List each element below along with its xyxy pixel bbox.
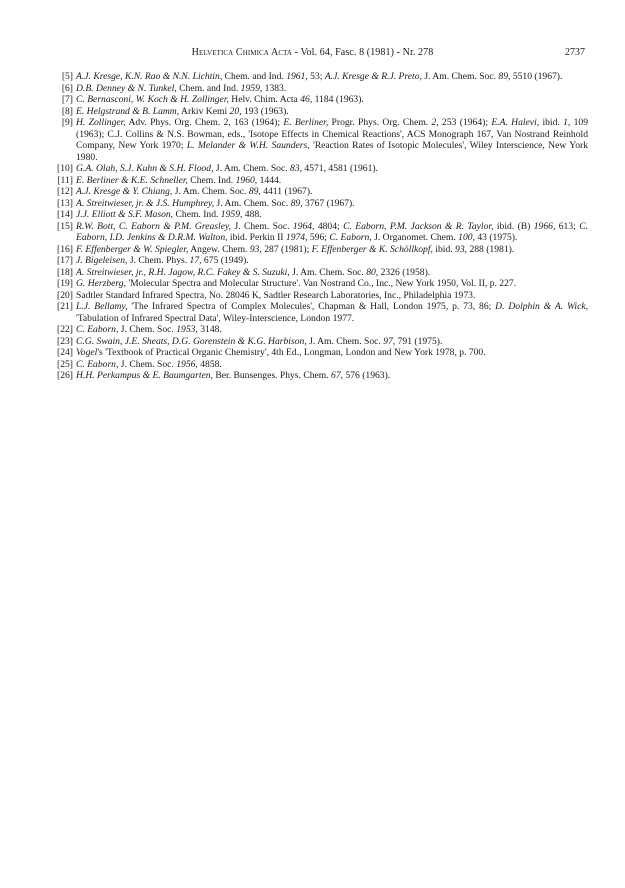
reference-text: Chem. and Ind.	[176, 82, 241, 94]
reference-text: 4858.	[197, 358, 222, 370]
reference-italic-text: 80,	[366, 266, 379, 278]
reference-italic-text: 1974,	[285, 232, 308, 243]
reference-text: 791 (1975).	[395, 335, 443, 347]
reference-text: 596;	[307, 232, 330, 243]
reference-text: J. Chem. Soc.	[118, 358, 177, 370]
reference-italic-text: C.G. Swain, J.E. Sheats, D.G. Gorenstein & K.G. Harbison,	[76, 335, 307, 347]
reference-italic-text: A. Streitwieser, jr., R.H. Jagow, R.C. Fakey & S. Suzuki,	[76, 266, 290, 278]
reference-number: [13]	[57, 197, 73, 209]
reference-item	[40, 267, 588, 279]
reference-number: [8]	[61, 105, 73, 117]
reference-text: J. Am. Chem. Soc.	[421, 71, 499, 82]
reference-text: J. Organomet. Chem.	[371, 232, 459, 243]
reference-item	[40, 175, 588, 187]
reference-text: 253 (1964);	[438, 117, 492, 128]
reference-text: 576 (1963).	[343, 370, 391, 381]
running-header-title	[40, 47, 585, 58]
reference-number: [25]	[57, 358, 73, 370]
reference-text: ibid. Perkin II	[227, 232, 286, 243]
reference-number: [11]	[57, 174, 73, 186]
reference-italic-text: E. Berliner & K.E. Schneller,	[76, 174, 188, 186]
reference-text: J. Am. Chem. Soc.	[289, 266, 367, 278]
reference-item	[40, 301, 588, 324]
reference-italic-text: 1953,	[176, 324, 198, 335]
reference-text: 53;	[307, 71, 325, 82]
reference-italic-text: 93,	[249, 243, 262, 255]
reference-text: 1184 (1963).	[312, 94, 364, 105]
reference-italic-text: J.J. Elliott & S.F. Mason,	[76, 209, 174, 220]
reference-number: [18]	[57, 266, 73, 278]
page-number: 2737	[565, 47, 585, 58]
reference-italic-text: J. Bigeleisen,	[76, 255, 128, 266]
journal-name: Helvetica Chimica Acta	[191, 47, 293, 58]
reference-italic-text: C. Eaborn, P.M. Jackson & R. Taylor,	[343, 220, 494, 232]
reference-text: 'Reaction Rates of Isotopic Molecules', Wiley Interscience, New York 1980.	[76, 140, 588, 163]
reference-text: J. Am. Chem. Soc.	[214, 197, 291, 209]
reference-text: Sadtler Standard Infrared Spectra, No. 28046 K, Sadtler Research Laboratories, Inc., Philadelphia 1973.	[76, 289, 476, 301]
reference-text: , Chem. and Ind.	[219, 71, 287, 82]
reference-text: 1444.	[257, 174, 282, 186]
reference-italic-text: L.J. Bellamy,	[76, 301, 128, 312]
reference-item	[40, 324, 588, 336]
reference-italic-text: A. Streitwieser, jr. & J.S. Humphrey,	[76, 197, 215, 209]
reference-italic-text: 1960,	[235, 174, 258, 186]
reference-italic-text: G.A. Olah, S.J. Kuhn & S.H. Flood,	[76, 163, 214, 174]
reference-item	[40, 359, 588, 371]
reference-text: 4804;	[314, 220, 344, 232]
reference-number: [19]	[57, 278, 73, 289]
reference-item	[40, 106, 588, 118]
reference-italic-text: 1959,	[240, 82, 263, 94]
reference-italic-text: 89,	[290, 197, 303, 209]
reference-number: [20]	[57, 289, 73, 301]
reference-italic-text: 1956,	[176, 358, 198, 370]
reference-item	[40, 94, 588, 106]
reference-text: Chem. Ind.	[173, 209, 221, 220]
reference-italic-text: 20,	[229, 105, 242, 117]
reference-text: J. Chem. Soc.	[118, 324, 177, 335]
reference-text: 'Molecular Spectra and Molecular Structure'. Van Nostrand Co., Inc., New York 1950, Vol. II, p. 227.	[126, 278, 517, 289]
reference-text: J. Chem. Phys.	[127, 255, 190, 266]
reference-item	[40, 186, 588, 198]
reference-text: 's 'Textbook of Practical Organic Chemistry', 4th Ed., Longman, London and New York 1978, p. 700.	[97, 347, 486, 358]
reference-italic-text: C. Eaborn,	[76, 358, 119, 370]
reference-text: 488.	[242, 209, 262, 220]
reference-number: [24]	[57, 347, 73, 358]
reference-italic-text: H. Zollinger,	[76, 117, 126, 128]
issue-info: - Vol. 64, Fasc. 8 (1981) - Nr. 278	[292, 47, 434, 58]
reference-text: 1383.	[262, 82, 287, 94]
reference-number: [16]	[57, 243, 73, 255]
reference-italic-text: 2,	[431, 117, 439, 128]
reference-item	[40, 83, 588, 95]
reference-italic-text: 46,	[300, 94, 313, 105]
reference-number: [15]	[57, 220, 73, 232]
reference-text: 2326 (1958).	[378, 266, 431, 278]
reference-italic-text: C. Eaborn, I.D. Jenkins & D.R.M. Walton,	[76, 220, 588, 243]
reference-text: ibid.	[432, 243, 456, 255]
reference-number: [6]	[61, 82, 73, 94]
reference-text: 109 (1963); C.J. Collins & N.S. Bowman, eds., 'Isotope Effects in Chemical Reactions', ACS Monograph 167, Van Nostrand Reinhold Company, New York 1970;	[76, 117, 589, 151]
reference-text: 193 (1963).	[241, 105, 289, 117]
reference-italic-text: D. Dolphin & A. Wick,	[495, 301, 588, 312]
reference-italic-text: 100,	[458, 232, 475, 243]
reference-italic-text: C. Bernasconi, W. Koch & H. Zollinger,	[76, 94, 229, 105]
reference-text: ibid.	[539, 117, 564, 128]
reference-italic-text: H.H. Perkampus & E. Baumgarten,	[76, 370, 213, 381]
reference-text: 'Tabulation of Infrared Spectral Data', Wiley-Interscience, London 1977.	[76, 312, 355, 324]
reference-text: 4571, 4581 (1961).	[302, 163, 378, 174]
reference-italic-text: E. Helgstrand & B. Lamm,	[76, 105, 180, 117]
reference-number: [9]	[61, 117, 73, 128]
reference-text: 3767 (1967).	[302, 197, 355, 209]
reference-text: 613;	[555, 220, 580, 232]
reference-italic-text: A.J. Kresge & Y. Chiang,	[76, 186, 173, 197]
reference-text: 287 (1981);	[261, 243, 312, 255]
reference-number: [14]	[57, 209, 73, 220]
reference-item	[40, 221, 588, 244]
reference-item	[40, 117, 588, 163]
reference-text: Helv. Chim. Acta	[228, 94, 301, 105]
reference-item	[40, 290, 588, 302]
reference-italic-text: 89,	[498, 71, 511, 82]
reference-italic-text: 93,	[455, 243, 468, 255]
reference-italic-text: F. Effenberger & K. Schöllkopf,	[311, 243, 433, 255]
reference-text: 43 (1975).	[474, 232, 518, 243]
reference-number: [26]	[57, 370, 73, 381]
reference-item	[40, 370, 588, 382]
reference-list	[40, 71, 588, 382]
running-header	[40, 47, 585, 61]
reference-text: Chem. Ind.	[187, 174, 236, 186]
reference-text: ibid. (B)	[493, 220, 534, 232]
reference-italic-text: 89,	[248, 186, 261, 197]
reference-item	[40, 198, 588, 210]
reference-text: 4411 (1967).	[260, 186, 313, 197]
reference-italic-text: 17,	[189, 255, 202, 266]
reference-text: 'The Infrared Spectra of Complex Molecules', Chapman & Hall, London 1975, p. 73, 86;	[127, 301, 496, 312]
reference-item	[40, 278, 588, 290]
reference-item	[40, 347, 588, 359]
reference-text: Angew. Chem.	[188, 243, 250, 255]
reference-number: [21]	[57, 301, 73, 312]
reference-text: 675 (1949).	[201, 255, 249, 266]
reference-text: Progr. Phys. Org. Chem.	[328, 117, 432, 128]
reference-number: [12]	[57, 186, 73, 197]
reference-text: 3148.	[197, 324, 222, 335]
reference-number: [17]	[57, 255, 73, 266]
reference-italic-text: 1966,	[533, 220, 556, 232]
reference-italic-text: G. Herzberg,	[76, 278, 127, 289]
reference-italic-text: C. Eaborn,	[76, 324, 119, 335]
reference-italic-text: E.A. Halevi,	[491, 117, 540, 128]
reference-number: [5]	[61, 71, 73, 82]
reference-italic-text: 1,	[563, 117, 571, 128]
reference-italic-text: C. Eaborn,	[329, 232, 372, 243]
reference-text: Arkiv Kemi	[179, 105, 230, 117]
reference-item	[40, 163, 588, 175]
reference-italic-text: 67,	[331, 370, 344, 381]
reference-text: J. Chem. Soc.	[231, 220, 293, 232]
reference-italic-text: A.J. Kresge & R.J. Preto,	[324, 71, 422, 82]
reference-italic-text: E. Berliner,	[283, 117, 329, 128]
reference-text: Ber. Bunsenges. Phys. Chem.	[212, 370, 332, 381]
reference-italic-text: A.J. Kresge, K.N. Rao & N.N. Lichtin	[76, 71, 220, 82]
reference-italic-text: F. Effenberger & W. Spiegler,	[76, 243, 189, 255]
reference-number: [22]	[57, 324, 73, 335]
reference-italic-text: 97,	[383, 335, 396, 347]
reference-text: 288 (1981).	[467, 243, 515, 255]
reference-text: J. Am. Chem. Soc.	[172, 186, 249, 197]
reference-italic-text: Vogel	[76, 347, 98, 358]
reference-item	[40, 71, 588, 83]
reference-item	[40, 336, 588, 348]
reference-italic-text: L. Melander & W.H. Saunders,	[186, 140, 310, 151]
reference-item	[40, 255, 588, 267]
reference-number: [10]	[57, 163, 73, 174]
reference-number: [7]	[61, 94, 73, 105]
reference-text: Adv. Phys. Org. Chem. 2, 163 (1964);	[125, 117, 284, 128]
reference-item	[40, 244, 588, 256]
reference-text: J. Am. Chem. Soc.	[213, 163, 291, 174]
reference-italic-text: D.B. Denney & N. Tunkel,	[76, 82, 177, 94]
reference-item	[40, 209, 588, 221]
reference-italic-text: 1964,	[292, 220, 315, 232]
reference-text: 5510 (1967).	[510, 71, 563, 82]
reference-number: [23]	[57, 335, 73, 347]
reference-italic-text: 1959,	[220, 209, 243, 220]
reference-italic-text: 83,	[290, 163, 303, 174]
reference-text: J. Am. Chem. Soc.	[306, 335, 384, 347]
reference-italic-text: R.W. Bott, C. Eaborn & P.M. Greasley,	[76, 220, 232, 232]
reference-italic-text: 1961,	[286, 71, 308, 82]
